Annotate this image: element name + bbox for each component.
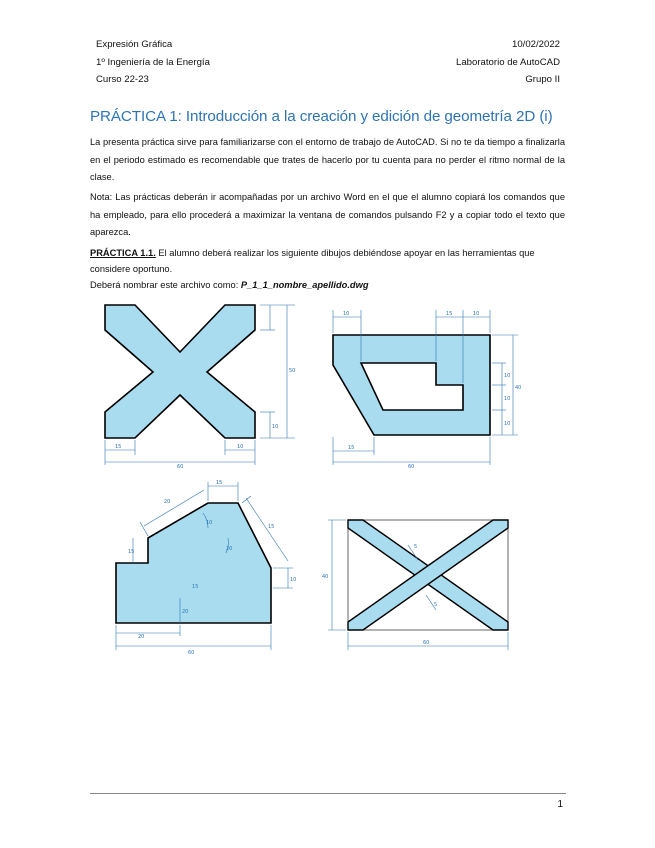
- header-degree: 1º Ingeniería de la Energía: [96, 57, 210, 68]
- header-date: 10/02/2022: [511, 39, 560, 50]
- fig1-dim-15: 15: [115, 444, 122, 450]
- fig4-dim-5b: 5: [434, 602, 438, 608]
- page-title: PRÁCTICA 1: Introducción a la creación y edición de geometría 2D (i): [90, 108, 553, 125]
- figure-stepped-shape: [108, 478, 308, 658]
- fig3-dim-10b: 10: [290, 577, 297, 583]
- fig2-dim-15b: 15: [348, 445, 355, 451]
- header-group: Grupo II: [525, 74, 560, 85]
- header-course: Curso 22-23: [96, 74, 149, 85]
- fig3-dim-15c: 15: [128, 549, 135, 555]
- fig3-dim-20c: 20: [182, 609, 189, 615]
- exercise-label: PRÁCTICA 1.1.: [90, 248, 156, 258]
- fig3-dim-10a: 10: [206, 520, 213, 526]
- exercise-paragraph: [90, 245, 570, 293]
- stepped-shape: [116, 503, 271, 623]
- exercise-text: El alumno deberá realizar los siguiente dibujos debiéndose apoyar en las herramientas que considere oportuno.: [90, 248, 535, 274]
- fig2-dim-40: 40: [515, 385, 522, 391]
- fig4-dim-5a: 5: [414, 544, 418, 550]
- fig2-dim-15a: 15: [446, 311, 453, 317]
- fig1-dim-10b: 10: [237, 444, 244, 450]
- fig1-dim-50: 50: [289, 368, 296, 374]
- fig3-dim-20d: 20: [138, 634, 145, 640]
- fig2-dim-10e: 10: [504, 421, 511, 427]
- fig1-dim-10a: 10: [272, 424, 279, 430]
- fig3-dim-15a: 15: [216, 480, 223, 486]
- fig2-dim-10d: 10: [504, 396, 511, 402]
- header-subject: Expresión Gráfica: [96, 39, 173, 50]
- fig3-dim-60: 60: [188, 650, 195, 656]
- fig3-dim-15b: 15: [268, 524, 275, 530]
- page-number: 1: [557, 799, 563, 810]
- fig4-dim-40: 40: [322, 574, 329, 580]
- fig4-dim-60: 60: [423, 640, 430, 646]
- figure-x-shape: [95, 300, 305, 475]
- fig2-dim-60: 60: [408, 464, 415, 470]
- fig2-dim-10a: 10: [343, 311, 350, 317]
- fig3-dim-20a: 20: [164, 499, 171, 505]
- note-paragraph: Nota: Las prácticas deberán ir acompañadas por un archivo Word en el que el alumno copiará los comandos que ha empleado, para ello procederá a maximizar la ventana de comandos pulsando F2 y a copiar todo el texto que aparezca.: [90, 192, 565, 237]
- exercise-file-name: P_1_1_nombre_apellido.dwg: [240, 280, 369, 290]
- x-shape: [105, 305, 255, 438]
- fig3-dim-15d: 15: [192, 584, 199, 590]
- figure-frame-shape: [318, 305, 538, 477]
- fig3-dim-20b: 20: [226, 546, 233, 552]
- fig1-dim-60: 60: [177, 464, 184, 470]
- fig2-dim-10b: 10: [473, 311, 480, 317]
- exercise-file-prefix: Deberá nombrar este archivo como:: [90, 280, 241, 290]
- figure-crossed-bars: [318, 510, 523, 660]
- footer-divider: [90, 793, 566, 794]
- header-lab: Laboratorio de AutoCAD: [456, 57, 560, 68]
- fig2-dim-10c: 10: [504, 373, 511, 379]
- intro-paragraph: La presenta práctica sirve para familiarizarse con el entorno de trabajo de AutoCAD. Si no te da tiempo a finalizarla en el periodo estimado es recomendable que trates de hacerlo por tu cuenta para no perder el ritmo normal de la clase.: [90, 137, 565, 182]
